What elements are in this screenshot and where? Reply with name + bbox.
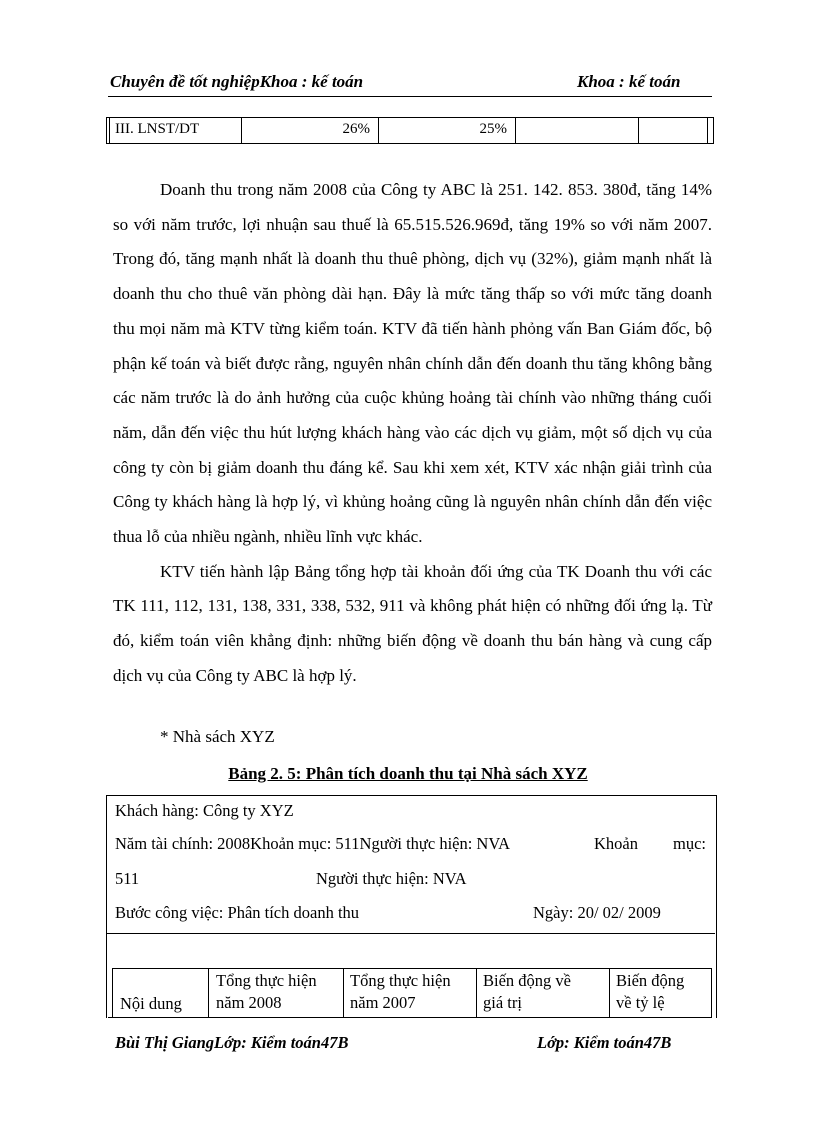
table-border — [515, 117, 516, 143]
footer-divider — [108, 1017, 712, 1018]
client-line: Khách hàng: Công ty XYZ — [115, 801, 294, 820]
col-header-2007-sub: năm 2007 — [350, 993, 416, 1012]
table-border — [343, 969, 344, 1018]
table-border — [638, 117, 639, 143]
account-label: Khoản — [594, 834, 638, 853]
performer-line: Người thực hiện: NVA — [316, 869, 467, 888]
body-text — [113, 173, 712, 694]
col-header-value-change: Biến động về — [483, 971, 571, 990]
table-border — [707, 117, 708, 143]
table-border — [713, 117, 714, 143]
col-header-rate-change: Biến động — [616, 971, 685, 990]
revenue-analysis-table — [112, 968, 712, 1018]
table-border — [476, 969, 477, 1018]
col-header-2008-sub: năm 2008 — [216, 993, 282, 1012]
header-divider — [108, 96, 712, 97]
value-2007: 25% — [479, 121, 507, 137]
col-header-2008: Tổng thực hiện — [216, 971, 317, 990]
header-left: Chuyên đề tốt nghiệpKhoa : kế toán — [110, 72, 364, 91]
work-step-line: Bước công việc: Phân tích doanh thu — [115, 903, 360, 922]
box-divider — [107, 933, 715, 934]
note-bookstore: * Nhà sách XYZ — [160, 727, 275, 746]
table-border — [109, 117, 110, 143]
col-header-2007: Tổng thực hiện — [350, 971, 451, 990]
top-table-fragment — [106, 117, 714, 143]
table-caption: Bảng 2. 5: Phân tích doanh thu tại Nhà sách XYZ — [228, 764, 588, 783]
header-right: Khoa : kế toán — [577, 72, 681, 91]
table-border-bottom — [106, 143, 714, 144]
col-header-content: Nội dung — [120, 994, 182, 1013]
footer-left: Bùi Thị GiangLớp: Kiểm toán47B — [115, 1033, 349, 1052]
col-header-rate-change-sub: về tỷ lệ — [616, 993, 665, 1012]
fiscal-year-line: Năm tài chính: 2008Khoản mục: 511Người thực hiện: NVA — [115, 834, 511, 853]
account-label-cont: mục: — [673, 834, 706, 853]
table-border — [106, 117, 107, 143]
footer-right: Lớp: Kiểm toán47B — [537, 1033, 672, 1052]
table-border — [609, 969, 610, 1018]
row-label: III. LNST/DT — [115, 121, 200, 137]
table-border — [208, 969, 209, 1018]
paragraph-revenue-analysis: Doanh thu trong năm 2008 của Công ty ABC là 251. 142. 853. 380đ, tăng 14% so với năm trước, lợi nhuận sau thuế là 65.515.526.969đ, tăng 19% so với năm 2007. Trong đó, tăng mạnh nhất là doanh thu thuê phòng, dịch vụ (32%), giảm mạnh nhất là doanh thu cho thuê văn phòng dài hạn. Đây là mức tăng thấp so với mức tăng doanh thu mọi năm mà KTV từng kiểm toán. KTV đã tiến hành phỏng vấn Ban Giám đốc, bộ phận kế toán và biết được rằng, nguyên nhân chính dẫn đến doanh thu tăng không bằng các năm trước là do ảnh hưởng của cuộc khủng hoảng tài chính vào những tháng cuối năm, dẫn đến việc thu hút lượng khách hàng vào các dịch vụ giảm, một số dịch vụ của công ty còn bị giảm doanh thu đáng kể. Sau khi xem xét, KTV xác nhận giải trình của Công ty khách hàng là hợp lý, vì khủng hoảng cũng là nguyên nhân chính dẫn đến việc thua lỗ của nhiều ngành, nhiều lĩnh vực khác. — [113, 180, 712, 547]
table-border-top — [106, 117, 714, 118]
value-2008: 26% — [342, 121, 370, 137]
date-line: Ngày: 20/ 02/ 2009 — [533, 903, 661, 922]
paragraph-account-summary: KTV tiến hành lập Bảng tổng hợp tài khoản đối ứng của TK Doanh thu với các TK 111, 112, 131, 138, 331, 338, 532, 911 và không phát hiện có những đối ứng lạ. Từ đó, kiểm toán viên khẳng định: những biến động về doanh thu bán hàng và cung cấp dịch vụ của Công ty ABC là hợp lý. — [113, 561, 712, 685]
account-number: 511 — [115, 869, 140, 888]
col-header-value-change-sub: giá trị — [483, 993, 522, 1012]
